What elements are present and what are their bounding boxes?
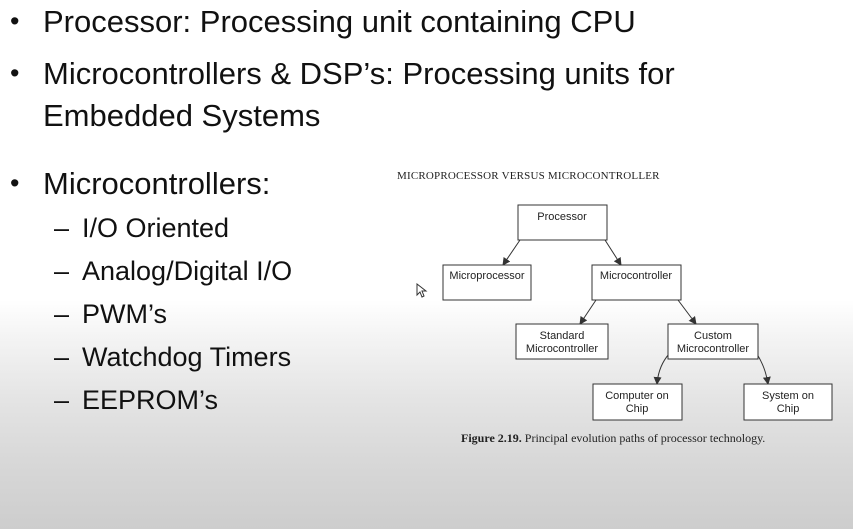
connector-microcontroller-standard — [580, 300, 596, 324]
sub-item-label: I/O Oriented — [82, 213, 230, 243]
bullet-microcontrollers-dsp-line2: Embedded Systems — [43, 98, 321, 133]
mouse-pointer-icon — [416, 283, 428, 299]
bullet-processor: Processor: Processing unit containing CPU — [43, 4, 636, 39]
node-microcontroller-label: Microcontroller — [599, 270, 673, 282]
sub-item-marker: – — [54, 385, 70, 415]
sub-item-label: Watchdog Timers — [82, 342, 292, 372]
sub-item-marker: – — [54, 256, 70, 286]
sub-item-label: Analog/Digital I/O — [82, 256, 293, 286]
node-processor-label: Processor — [537, 211, 587, 223]
node-computer-on-chip-label-line1: Computer on — [605, 390, 669, 402]
sub-item-marker: – — [54, 342, 70, 372]
connector-custom-system-on-chip — [757, 354, 768, 384]
node-system-on-chip-label-line2: Chip — [776, 403, 800, 415]
figure-caption — [461, 431, 765, 446]
bullet-marker: • — [10, 6, 20, 36]
sub-item-label: PWM’s — [82, 299, 167, 329]
node-custom-label-line2: Microcontroller — [676, 343, 750, 355]
sub-item-marker: – — [54, 299, 70, 329]
bullet-microcontrollers: Microcontrollers: — [43, 166, 271, 201]
connector-custom-computer-on-chip — [657, 354, 669, 384]
bullet-microcontrollers-dsp-line1: Microcontrollers & DSP’s: Processing units for — [43, 56, 675, 91]
figure-title: MICROPROCESSOR VERSUS MICROCONTROLLER — [397, 170, 660, 182]
sub-item-marker: – — [54, 213, 70, 243]
caption-label: Figure 2.19. — [461, 431, 522, 445]
node-custom-label-line1: Custom — [694, 330, 732, 342]
node-system-on-chip-label-line1: System on — [762, 390, 814, 402]
connector-processor-microprocessor — [503, 240, 520, 265]
bullet-marker: • — [10, 168, 20, 198]
caption-text: Principal evolution paths of processor technology. — [524, 431, 766, 445]
node-standard-label-line1: Standard — [539, 330, 585, 342]
connector-microcontroller-custom — [678, 300, 696, 324]
node-standard-label-line2: Microcontroller — [525, 343, 599, 355]
node-microprocessor-label: Microprocessor — [449, 270, 525, 282]
node-computer-on-chip-label-line2: Chip — [625, 403, 649, 415]
sub-item-label: EEPROM’s — [82, 385, 219, 415]
connector-processor-microcontroller — [605, 240, 621, 265]
bullet-marker: • — [10, 58, 20, 88]
